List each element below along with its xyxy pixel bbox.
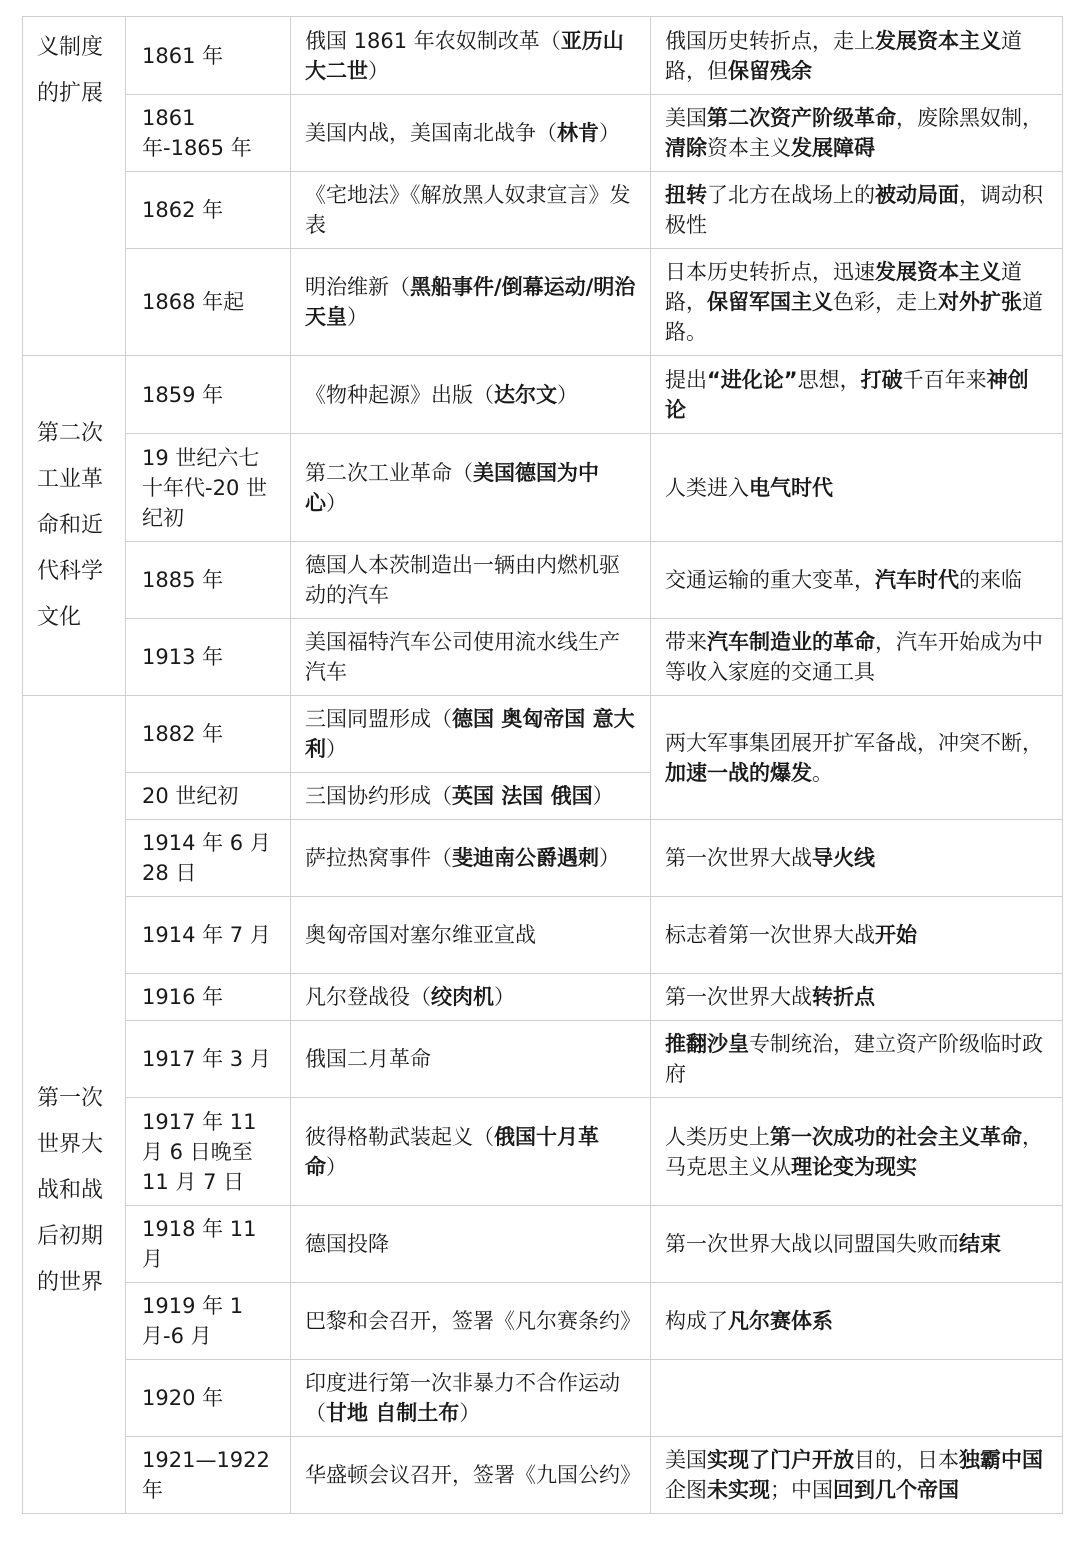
bold-text: 黑船事件/倒幕运动/明治天皇 <box>305 275 636 329</box>
text-segment: ，汽车开始成为中等收入家庭的交通工具 <box>665 630 1043 684</box>
text-segment: 印度进行第一次非暴力不合作运动（ <box>305 1371 620 1425</box>
text-segment: 千百年来 <box>902 367 987 392</box>
date-cell: 20 世纪初 <box>126 773 291 820</box>
date-cell: 1921—1922 年 <box>126 1437 291 1514</box>
table-row <box>23 542 1063 619</box>
date-cell: 1918 年 11 月 <box>126 1206 291 1283</box>
effect-cell <box>651 897 1063 974</box>
table-row <box>23 17 1063 95</box>
bold-text: 发展资本主义 <box>875 260 1001 284</box>
bold-text: 亚历山大二世 <box>305 28 624 83</box>
event-cell <box>291 17 651 95</box>
effect-cell <box>651 696 1063 820</box>
event-cell <box>291 696 651 773</box>
bold-text: 美国德国为中心 <box>305 460 599 515</box>
table-row <box>23 1021 1063 1098</box>
table-row <box>23 172 1063 249</box>
text-segment: 提出 <box>665 367 707 392</box>
text-segment: 华盛顿会议召开，签署《九国公约》 <box>305 1463 641 1487</box>
table-row <box>23 897 1063 974</box>
table-row <box>23 249 1063 356</box>
bold-text: 扭转 <box>665 183 707 207</box>
table-row <box>23 95 1063 172</box>
bold-text: 保留残余 <box>728 58 812 83</box>
effect-cell <box>651 1021 1063 1098</box>
table-row <box>23 619 1063 696</box>
text-segment: 企图 <box>665 1478 707 1502</box>
bold-text: 加速一战的爆发 <box>665 760 812 785</box>
bold-text: 转折点 <box>812 985 875 1009</box>
table-row <box>23 1437 1063 1514</box>
text-segment: 人类历史上 <box>665 1124 770 1149</box>
text-segment: ） <box>326 737 347 761</box>
text-segment: ） <box>459 1401 481 1425</box>
text-segment: 交通运输的重大变革， <box>665 568 875 592</box>
table-row <box>23 1206 1063 1283</box>
event-cell <box>291 172 651 249</box>
text-segment: 第二次工业革命（ <box>305 460 473 485</box>
table-row <box>23 434 1063 542</box>
category-cell: 第二次工业革命和近代科学文化 <box>23 356 126 696</box>
date-cell: 1914 年 7 月 <box>126 897 291 974</box>
effect-cell <box>651 249 1063 356</box>
text-segment: ） <box>326 1154 347 1179</box>
text-segment: 美国 <box>665 1448 707 1472</box>
date-cell: 1914 年 6 月 28 日 <box>126 820 291 897</box>
effect-cell <box>651 17 1063 95</box>
event-cell <box>291 897 651 974</box>
date-cell: 1885 年 <box>126 542 291 619</box>
bold-text: 开始 <box>875 923 917 947</box>
table-row <box>23 1283 1063 1360</box>
text-segment: ；中国 <box>770 1478 833 1502</box>
table-row <box>23 696 1063 773</box>
text-segment: 俄国二月革命 <box>305 1047 431 1071</box>
bold-text: 发展障碍 <box>791 136 875 160</box>
text-segment: 三国同盟形成（ <box>305 707 452 731</box>
event-cell <box>291 434 651 542</box>
date-cell: 1859 年 <box>126 356 291 434</box>
text-segment: 道路，但 <box>665 28 1022 83</box>
bold-text: 理论变为现实 <box>791 1154 917 1179</box>
text-segment: ，马克思主义从 <box>665 1124 1043 1179</box>
text-segment: 人类进入 <box>665 475 749 500</box>
event-cell <box>291 1206 651 1283</box>
text-segment: 。 <box>812 760 833 785</box>
bold-text: 打破 <box>860 367 903 392</box>
effect-cell <box>651 1206 1063 1283</box>
bold-text: 林肯 <box>557 121 599 145</box>
table-row <box>23 974 1063 1021</box>
text-segment: 第一次世界大战 <box>665 985 812 1009</box>
text-segment: 《宅地法》《解放黑人奴隶宣言》发表 <box>305 183 631 237</box>
bold-text: 推翻沙皇 <box>665 1032 749 1056</box>
text-segment: 构成了 <box>665 1309 728 1333</box>
event-cell <box>291 95 651 172</box>
bold-text: 被动局面 <box>875 183 959 207</box>
text-segment: 德国人本茨制造出一辆由内燃机驱动的汽车 <box>305 553 620 607</box>
bold-text: 达尔文 <box>494 382 557 407</box>
text-segment: 两大军事集团展开扩军备战，冲突不断， <box>665 730 1043 755</box>
bold-text: 汽车时代 <box>875 568 959 592</box>
text-segment: 凡尔登战役（ <box>305 985 431 1009</box>
text-segment: 日本历史转折点，迅速 <box>665 260 875 284</box>
bold-text: 结束 <box>959 1232 1001 1256</box>
text-segment: 带来 <box>665 630 707 654</box>
category-cell: 义制度的扩展 <box>23 17 126 356</box>
date-cell: 1917 年 3 月 <box>126 1021 291 1098</box>
event-cell <box>291 619 651 696</box>
text-segment: 萨拉热窝事件（ <box>305 846 452 870</box>
bold-text: “进化论” <box>707 367 798 392</box>
text-segment: 《物种起源》出版（ <box>305 382 494 407</box>
text-segment: ，调动积极性 <box>665 183 1043 237</box>
text-segment: 明治维新（ <box>305 275 410 299</box>
text-segment: ） <box>326 490 347 515</box>
event-cell <box>291 1283 651 1360</box>
effect-cell <box>651 1437 1063 1514</box>
text-segment: 俄国 1861 年农奴制改革（ <box>305 28 561 53</box>
date-cell: 1862 年 <box>126 172 291 249</box>
text-segment: 的来临 <box>959 568 1022 592</box>
bold-text: 保留军国主义 <box>707 290 833 314</box>
event-cell <box>291 820 651 897</box>
text-segment: 第一次世界大战 <box>665 846 812 870</box>
event-cell <box>291 356 651 434</box>
date-cell: 1913 年 <box>126 619 291 696</box>
text-segment: 第一次世界大战以同盟国失败而 <box>665 1232 959 1256</box>
text-segment: ） <box>599 121 620 145</box>
text-segment: ，废除黑奴制， <box>896 106 1043 130</box>
bold-text: 英国 法国 俄国 <box>452 784 593 808</box>
text-segment: 了北方在战场上的 <box>707 183 875 207</box>
effect-cell <box>651 1283 1063 1360</box>
text-segment: ） <box>494 985 515 1009</box>
bold-text: 独霸中国 <box>959 1448 1043 1472</box>
text-segment: 俄国历史转折点，走上 <box>665 28 875 53</box>
text-segment: 美国福特汽车公司使用流水线生产汽车 <box>305 630 620 684</box>
text-segment: 道路。 <box>665 290 1043 344</box>
event-cell <box>291 1360 651 1437</box>
bold-text: 回到几个帝国 <box>833 1478 959 1502</box>
date-cell: 1919 年 1 月-6 月 <box>126 1283 291 1360</box>
event-cell <box>291 1021 651 1098</box>
date-cell: 1861 年 <box>126 17 291 95</box>
effect-cell <box>651 172 1063 249</box>
bold-text: 凡尔赛体系 <box>728 1309 833 1333</box>
bold-text: 汽车制造业的革命 <box>707 630 875 654</box>
effect-cell <box>651 356 1063 434</box>
date-cell: 1882 年 <box>126 696 291 773</box>
event-cell <box>291 974 651 1021</box>
date-cell: 1861 年-1865 年 <box>126 95 291 172</box>
date-cell: 1868 年起 <box>126 249 291 356</box>
text-segment: 巴黎和会召开，签署《凡尔赛条约》 <box>305 1309 641 1333</box>
table-row <box>23 356 1063 434</box>
text-segment: ） <box>347 305 368 329</box>
text-segment: 奥匈帝国对塞尔维亚宣战 <box>305 923 536 947</box>
bold-text: 第一次成功的社会主义革命 <box>770 1124 1022 1149</box>
effect-cell <box>651 619 1063 696</box>
event-cell <box>291 249 651 356</box>
bold-text: 神创论 <box>665 367 1029 422</box>
bold-text: 实现了门户开放 <box>707 1448 854 1472</box>
date-cell: 1916 年 <box>126 974 291 1021</box>
bold-text: 俄国十月革命 <box>305 1124 599 1179</box>
text-segment: 美国 <box>665 106 707 130</box>
date-cell: 19 世纪六七十年代-20 世纪初 <box>126 434 291 542</box>
event-cell <box>291 1437 651 1514</box>
bold-text: 发展资本主义 <box>875 28 1001 53</box>
date-cell: 1920 年 <box>126 1360 291 1437</box>
bold-text: 德国 奥匈帝国 意大利 <box>305 707 635 761</box>
effect-cell <box>651 95 1063 172</box>
effect-cell <box>651 542 1063 619</box>
history-table <box>22 16 1063 1514</box>
text-segment: 三国协约形成（ <box>305 784 452 808</box>
text-segment: ） <box>368 58 389 83</box>
history-table-body <box>23 17 1063 1514</box>
bold-text: 清除 <box>665 136 707 160</box>
text-segment: 标志着第一次世界大战 <box>665 923 875 947</box>
event-cell <box>291 1098 651 1206</box>
text-segment: 色彩，走上 <box>833 290 938 314</box>
bold-text: 斐迪南公爵遇刺 <box>452 846 599 870</box>
effect-cell <box>651 974 1063 1021</box>
text-segment: ） <box>557 382 578 407</box>
text-segment: ） <box>592 784 614 808</box>
text-segment: 美国内战，美国南北战争（ <box>305 121 557 145</box>
effect-cell <box>651 1098 1063 1206</box>
event-cell <box>291 542 651 619</box>
text-segment: 思想， <box>797 367 861 392</box>
bold-text: 导火线 <box>812 846 875 870</box>
table-row <box>23 1098 1063 1206</box>
bold-text: 第二次资产阶级革命 <box>707 106 896 130</box>
text-segment: 专制统治，建立资产阶级临时政府 <box>665 1032 1043 1086</box>
text-segment: 目的，日本 <box>854 1448 959 1472</box>
effect-cell <box>651 820 1063 897</box>
date-cell: 1917 年 11 月 6 日晚至 11 月 7 日 <box>126 1098 291 1206</box>
effect-cell <box>651 434 1063 542</box>
category-cell: 第一次世界大战和战后初期的世界 <box>23 696 126 1514</box>
bold-text: 甘地 自制土布 <box>326 1401 460 1425</box>
text-segment: ） <box>599 846 620 870</box>
bold-text: 对外扩张 <box>938 290 1022 314</box>
text-segment: 德国投降 <box>305 1232 389 1256</box>
bold-text: 电气时代 <box>749 475 833 500</box>
text-segment: 彼得格勒武装起义（ <box>305 1124 494 1149</box>
effect-cell <box>651 1360 1063 1437</box>
bold-text: 未实现 <box>707 1478 770 1502</box>
table-row <box>23 820 1063 897</box>
text-segment: 道路， <box>665 260 1022 314</box>
text-segment: 资本主义 <box>707 136 791 160</box>
event-cell <box>291 773 651 820</box>
table-row <box>23 1360 1063 1437</box>
bold-text: 绞肉机 <box>431 985 494 1009</box>
